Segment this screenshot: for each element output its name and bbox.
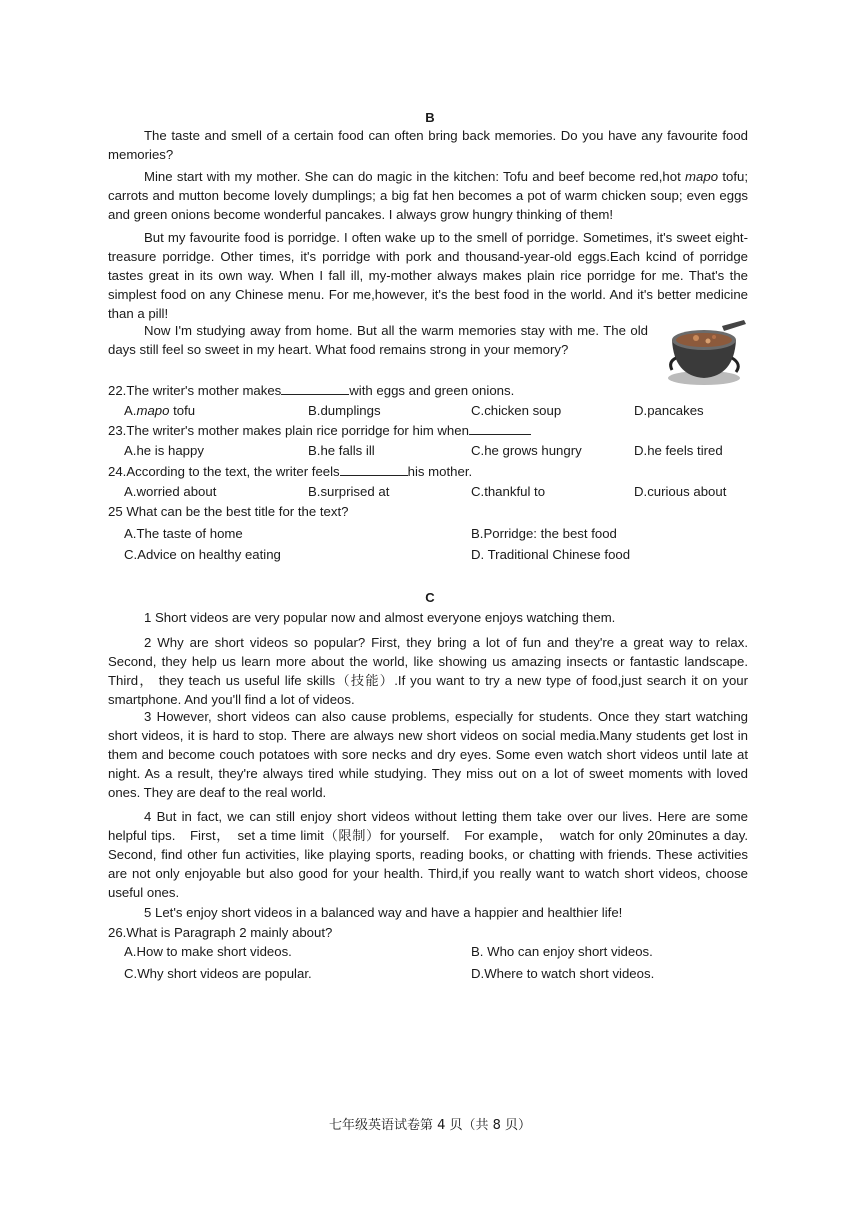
section-b-paragraph-3: But my favourite food is porridge. I often wake up to the smell of porridge. Sometimes, it's sweet eight-treasure porridge. Other times, it's porridge with pork and thousand-year-old eggs.Each kcind of porridge tastes great in its own way. When I fall ill, my-mother always makes plain rice porridge for me. That's the simplest food on any Chinese menu. For me,however, it's the best food in the world. And it's better medicine than a pill! — [108, 230, 748, 321]
q22-stem-end: with eggs and green onions. — [349, 383, 515, 398]
q22-option-a[interactable] — [124, 401, 195, 420]
section-c-paragraph-5: 5 Let's enjoy short videos in a balanced way and have a happier and healthier life! — [144, 905, 623, 920]
q23-option-d[interactable]: D.he feels tired — [634, 443, 723, 458]
q24-option-a[interactable]: A.worried about — [124, 484, 217, 499]
section-b-paragraph-4: Now I'm studying away from home. But all the warm memories stay with me. The old days still feel so sweet in my heart. What food remains strong in your memory? — [108, 323, 648, 357]
question-26: 26.What is Paragraph 2 mainly about? — [108, 925, 333, 940]
q23-option-b[interactable]: B.he falls ill — [308, 443, 375, 458]
question-23 — [108, 421, 531, 440]
q23-stem: 23.The writer's mother makes plain rice porridge for him when — [108, 423, 469, 438]
section-c-heading: C — [425, 590, 435, 605]
q23-option-c[interactable]: C.he grows hungry — [471, 443, 582, 458]
q22-option-a-prefix: A. — [124, 403, 137, 418]
porridge-bowl-icon — [662, 318, 748, 390]
q26-option-c[interactable]: C.Why short videos are popular. — [124, 966, 312, 981]
q24-stem-start: 24.According to the text, the writer feels — [108, 464, 340, 479]
q22-option-a-italic: mapo — [136, 403, 170, 418]
q24-option-d[interactable]: D.curious about — [634, 484, 727, 499]
q25-option-a[interactable]: A.The taste of home — [124, 526, 243, 541]
q22-blank[interactable] — [281, 381, 349, 395]
q22-option-b[interactable]: B.dumplings — [308, 403, 381, 418]
p2-italic-mapo: mapo — [685, 169, 719, 184]
q26-option-d[interactable]: D.Where to watch short videos. — [471, 966, 655, 981]
q22-option-c[interactable]: C.chicken soup — [471, 403, 562, 418]
q25-option-d[interactable]: D. Traditional Chinese food — [471, 547, 631, 562]
p2-text-2: tofu; carrots and mutton become lovely dumplings; a big fat hen becomes a pot of warm chicken soup; even eggs and green onions become wonderful pancakes. I always grow hungry thinking of them! — [108, 169, 748, 222]
section-c-paragraph-3: 3 However, short videos can also cause problems, especially for students. Once they start watching short videos, it is hard to stop. There are always new short videos on social media.Many students get lost in them and become couch potatoes with sore necks and dry eyes. Some even watch short videos until late at night. As a result, they're always tired while studying. They miss out on a lot of sweet moments with loved ones. They are deaf to the real world. — [108, 709, 748, 800]
q25-option-b[interactable]: B.Porridge: the best food — [471, 526, 617, 541]
question-24 — [108, 462, 472, 481]
q22-option-a-suffix: tofu — [169, 403, 196, 418]
section-c-paragraph-2: 2 Why are short videos so popular? First, they bring a lot of fun and they're a great way to relax. Second, they help us learn more about the world, like showing us amazing insects or fantastic landscape. Third， they teach us useful life skills（技能）.If you want to try a new type of food,just search it on your smartphone. And you'll find a lot of videos. — [108, 635, 748, 707]
q23-option-a[interactable]: A.he is happy — [124, 443, 204, 458]
q22-stem-start: 22.The writer's mother makes — [108, 383, 282, 398]
q24-blank[interactable] — [340, 462, 408, 476]
section-c-paragraph-1: 1 Short videos are very popular now and almost everyone enjoys watching them. — [144, 610, 616, 625]
question-22 — [108, 381, 514, 400]
q25-option-c[interactable]: C.Advice on healthy eating — [124, 547, 281, 562]
q22-option-d[interactable]: D.pancakes — [634, 403, 704, 418]
q24-option-c[interactable]: C.thankful to — [471, 484, 546, 499]
q26-option-b[interactable]: B. Who can enjoy short videos. — [471, 944, 653, 959]
section-b-paragraph-2 — [108, 167, 748, 224]
question-25: 25 What can be the best title for the text? — [108, 504, 349, 519]
section-c-paragraph-4: 4 But in fact, we can still enjoy short videos without letting them take over our lives. Here are some helpful tips. First， set a time limit（限制）for yourself. For example， watch for only 20minutes a day. Second, find other fun activities, like playing sports, reading books, or chatting with friends. These activities are not only enjoyable but also good for your health. Third,if you really want to watch short videos, choose useful ones. — [108, 809, 748, 900]
q23-blank[interactable] — [469, 421, 531, 435]
section-b-paragraph-1: The taste and smell of a certain food can often bring back memories. Do you have any favourite food memories? — [108, 128, 748, 162]
page-footer: 七年级英语试卷第 4 贝（共 8 贝） — [328, 1118, 532, 1133]
section-b-heading: B — [425, 110, 435, 125]
p2-text-1: Mine start with my mother. She can do magic in the kitchen: Tofu and beef become red,hot — [144, 169, 686, 184]
q24-option-b[interactable]: B.surprised at — [308, 484, 390, 499]
q24-stem-end: his mother. — [407, 464, 473, 479]
q26-option-a[interactable]: A.How to make short videos. — [124, 944, 292, 959]
